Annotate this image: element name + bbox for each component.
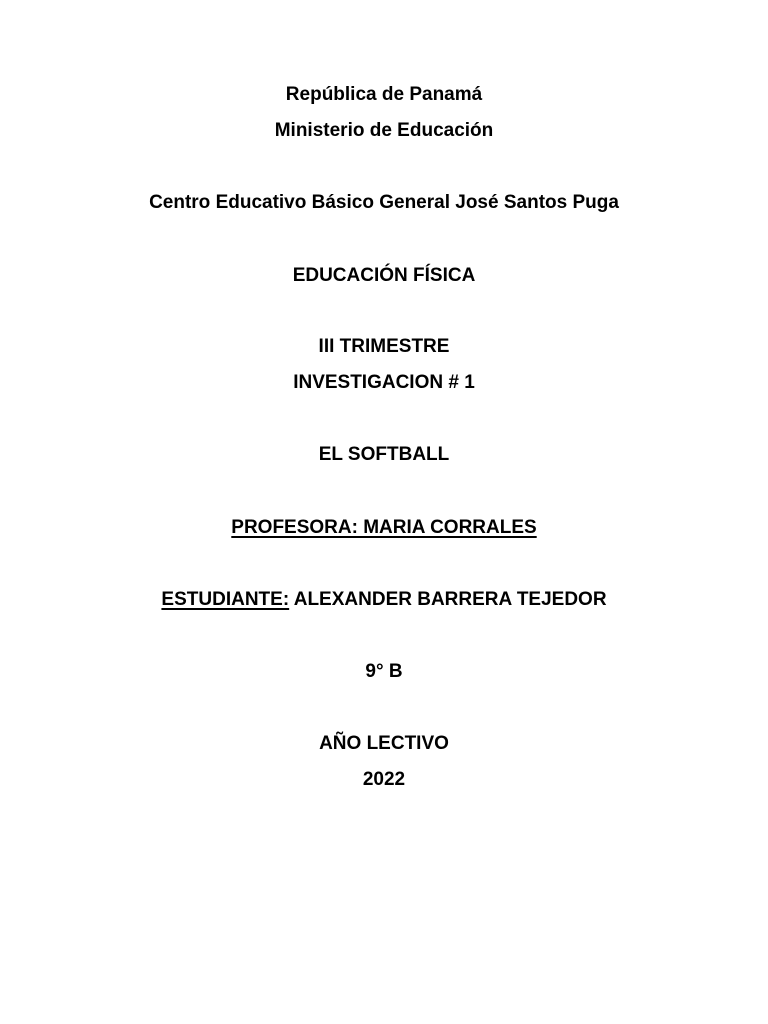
student-name: ALEXANDER BARRERA TEJEDOR [289, 589, 607, 610]
school-year-label: AÑO LECTIVO [319, 733, 449, 754]
ministry-line: Ministerio de Educación [274, 120, 494, 141]
teacher-name: PROFESORA: MARIA CORRALES [231, 517, 537, 538]
student-line [0, 588, 768, 612]
term-line: III TRIMESTRE [318, 336, 450, 357]
subject-title: EDUCACIÓN FÍSICA [292, 265, 476, 286]
topic-title: EL SOFTBALL [318, 444, 450, 465]
grade-line: 9° B [365, 661, 403, 682]
country-line: República de Panamá [285, 84, 483, 105]
school-year: 2022 [362, 769, 406, 790]
student-label: ESTUDIANTE: [161, 589, 290, 610]
teacher-line [0, 516, 768, 540]
school-name: Centro Educativo Básico General José Santos Puga [149, 192, 619, 213]
assignment-line: INVESTIGACION # 1 [293, 372, 475, 393]
